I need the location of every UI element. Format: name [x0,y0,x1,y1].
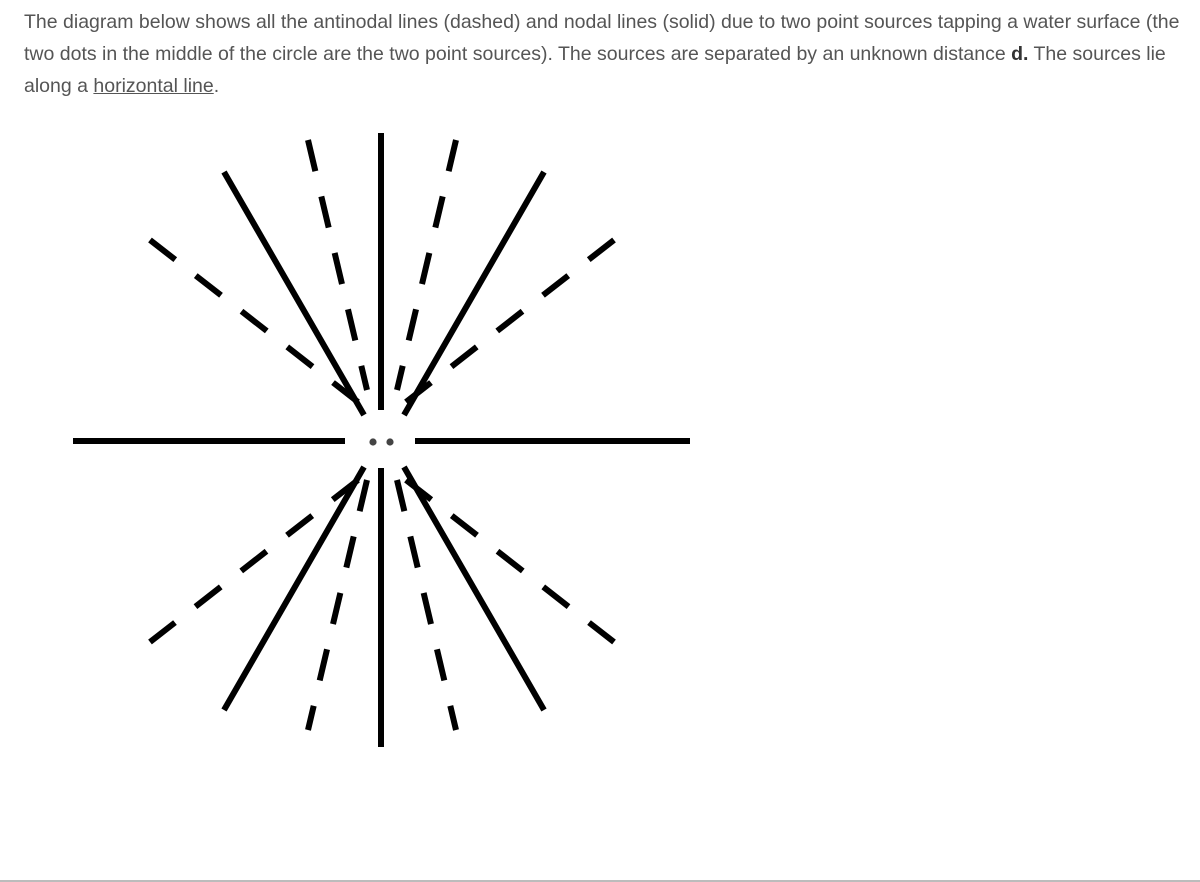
nodal-line-upper-right [404,172,544,415]
antinodal-line-lower-steep-right [397,480,456,730]
nodal-line-upper-left [224,172,364,415]
antinodal-line-upper-steep-right [397,140,456,390]
point-source-1 [369,438,376,445]
point-source-2 [386,438,393,445]
antinodal-line-lower-shallow-left [150,480,358,642]
antinodal-line-lower-shallow-right [406,480,614,642]
antinodal-line-upper-shallow-right [406,240,614,402]
nodal-line-lower-left [224,467,364,710]
nodal-line-lower-right [404,467,544,710]
question-part-1: The diagram below shows all the antinodal lines (dashed) and nodal lines (solid) due to two point sources tapping a water surface (the two dots in the middle of the circle are the two point sources). The sources are separated by an unknown distance [24,11,1180,65]
antinodal-line-upper-steep-left [308,140,367,390]
antinodal-line-upper-shallow-left [150,240,358,402]
question-part-2: The sources lie along a [24,43,1166,97]
horizontal-line-link[interactable]: horizontal line [93,75,214,97]
distance-symbol: d. [1011,43,1029,65]
question-part-3: . [213,75,220,97]
